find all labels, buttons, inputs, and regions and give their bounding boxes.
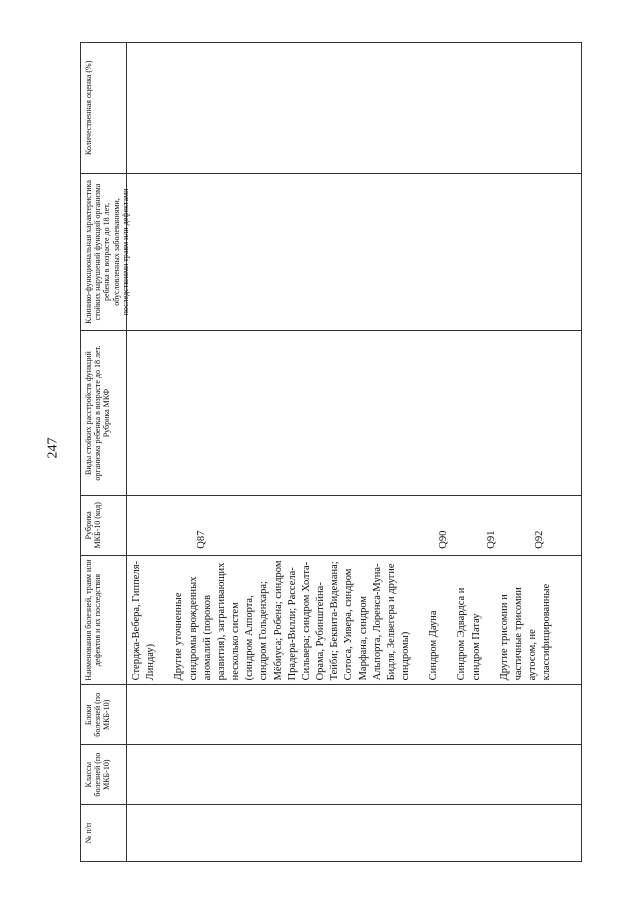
- header-clinical-characteristic: Клинико-функциональная характеристика стойких нарушений функций организма ребенка в возрасте до 18 лет, обусловленных заболеваниями, последствиями травм или дефектами: [81, 173, 126, 331]
- cell-disease-names: [127, 555, 581, 685]
- icd-code-q90: Q90: [438, 530, 449, 549]
- disease-name-5: Другие трисомии и частичные трисомии аутосом, не классифицированные: [498, 583, 553, 681]
- disease-name-1: Стерджа-Вебера, Гиппеля-Линдау): [131, 560, 157, 681]
- cell-icd-codes: [127, 495, 581, 555]
- icd-code-q92: Q92: [534, 530, 545, 549]
- header-disease-classes: Классы болезней (по МКБ-10): [81, 744, 126, 804]
- cell-disorder-types: [127, 330, 581, 495]
- header-quantitative-score: Количественная оценка (%): [84, 60, 93, 156]
- page-number: [43, 428, 63, 468]
- header-icd-code: Рубрика МКБ-10 (код): [81, 495, 126, 555]
- disease-name-2: Другие уточненные синдромы врожденных аномалий (пороков развития), затрагивающих несколько систем (синдром Алпорта, синдром Гольденхара; Мёбиуса; Робена; синдром Прадера-Вилли; Рассела-Сильвера; синдром Холта-Орама, Рубинштейна-Тейби; Беквита-Видемана; Сотоса, Уивера, синдром Марфана, синдром Альпорта, Лоренса-Муна-Бидля, Зелвегера и другие синдромы): [173, 560, 412, 681]
- icd-code-q87: Q87: [196, 530, 207, 549]
- header-disease-blocks: Блоки болезней (по МКБ-10): [81, 684, 126, 744]
- table-header: [81, 43, 130, 861]
- disease-name-3: Синдром Дауна: [428, 610, 440, 681]
- icd-code-q91: Q91: [486, 530, 497, 549]
- cell-quantitative-score: [127, 43, 581, 173]
- header-disorder-types: Виды стойких расстройств функций организма ребенка в возрасте до 18 лет. Рубрика МКФ: [81, 330, 126, 495]
- disability-table: [80, 42, 582, 862]
- page-number-text: 247: [45, 437, 60, 459]
- cell-number: [127, 804, 581, 861]
- table-body: [127, 43, 581, 861]
- cell-disease-class: [127, 744, 581, 804]
- cell-clinical-characteristic: [127, 173, 581, 331]
- header-number: № п/п: [81, 804, 126, 861]
- table-frame: [80, 42, 582, 862]
- cell-disease-block: [127, 684, 581, 744]
- disease-name-4: Синдром Эдвардса и синдром Патау: [456, 587, 482, 681]
- header-disease-names: Наименования болезней, травм или дефектов и их последствия: [81, 555, 126, 685]
